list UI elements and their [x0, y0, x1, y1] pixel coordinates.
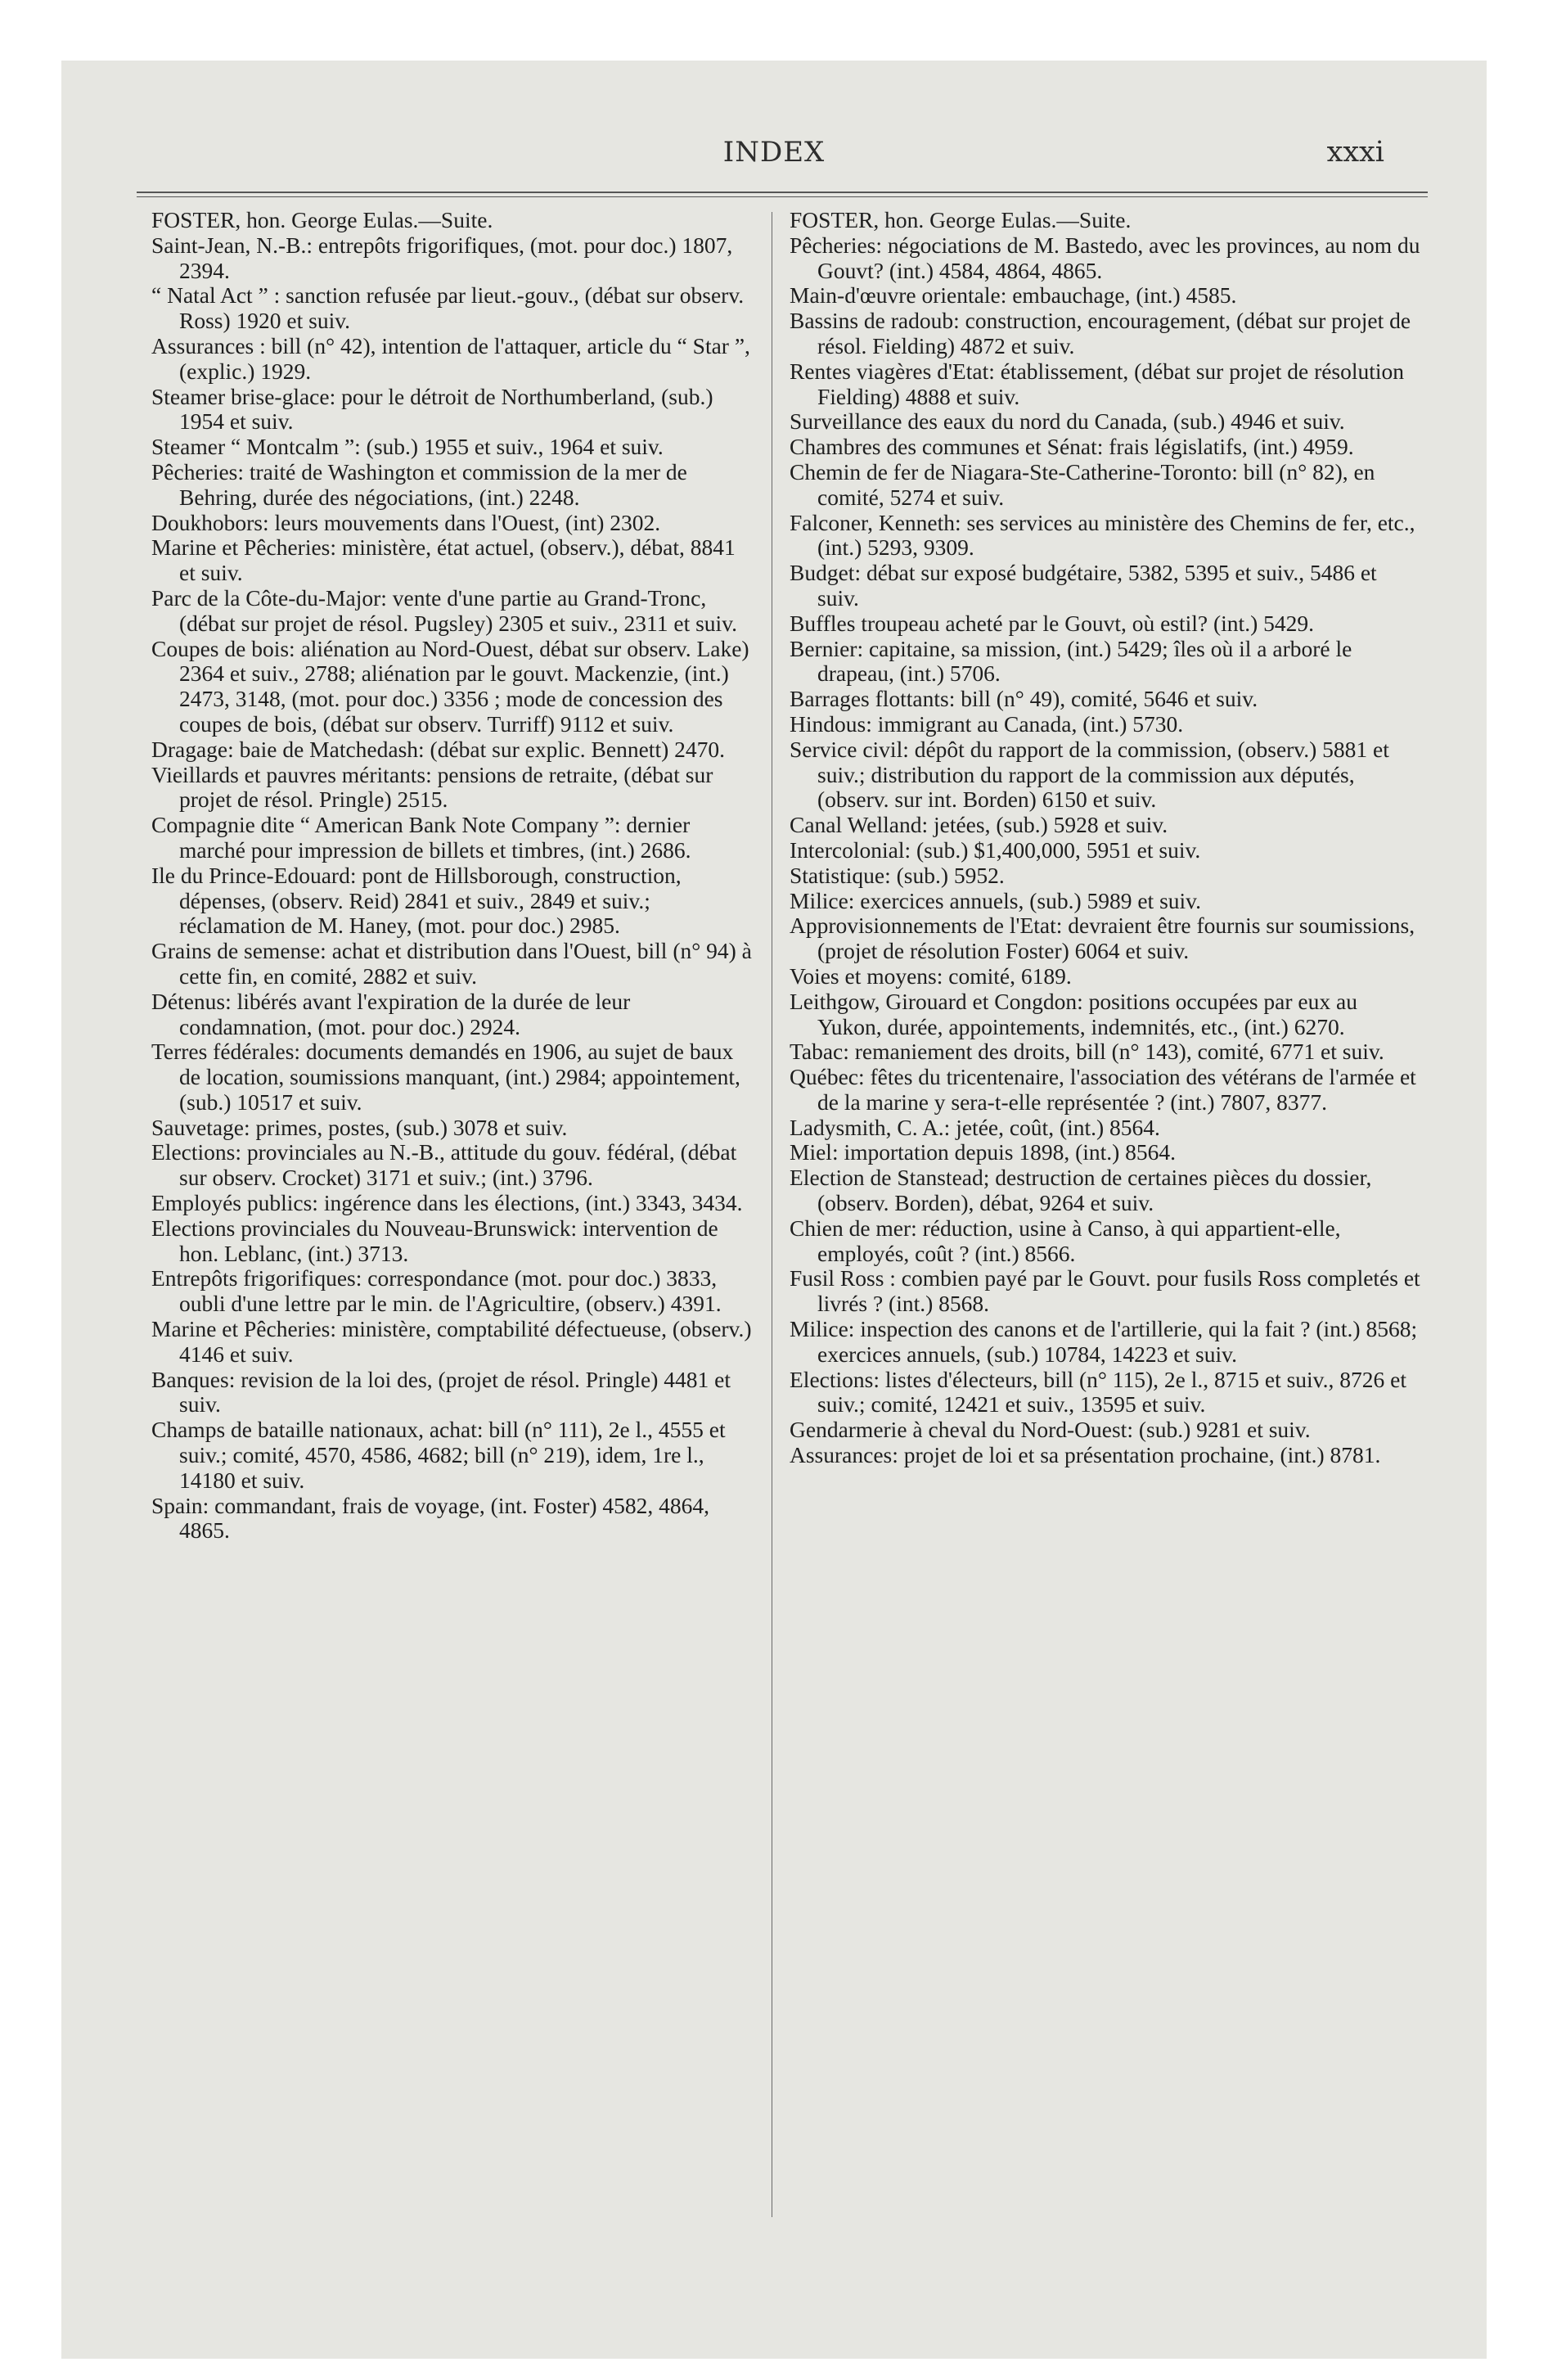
index-entry: Doukhobors: leurs mouvements dans l'Ouest, (int) 2302.: [151, 509, 661, 535]
index-entry: Ile du Prince-Edouard: pont de Hillsborough, construction, dépenses, (observ. Reid) 2841 et suiv., 2849 et suiv.; réclamation de M. Haney, (mot. pour doc.) 2985.: [151, 862, 682, 939]
index-entry: Pêcheries: traité de Washington et commission de la mer de Behring, durée des négociations, (int.) 2248.: [151, 458, 687, 510]
index-entry: Pêcheries: négociations de M. Bastedo, avec les provinces, au nom du Gouvt? (int.) 4584, 4864, 4865.: [790, 232, 1420, 283]
index-entry: Budget: débat sur exposé budgétaire, 5382, 5395 et suiv., 5486 et suiv.: [790, 560, 1377, 611]
index-entry: Service civil: dépôt du rapport de la commission, (observ.) 5881 et suiv.; distribution du rapport de la commission aux députés, (observ. sur int. Borden) 6150 et suiv.: [790, 736, 1389, 813]
index-entry: Vieillards et pauvres méritants: pensions de retraite, (débat sur projet de résol. Pringle) 2515.: [151, 761, 713, 813]
index-entry: Chambres des communes et Sénat: frais législatifs, (int.) 4959.: [790, 434, 1354, 460]
index-entry: Entrepôts frigorifiques: correspondance (mot. pour doc.) 3833, oubli d'une lettre par le min. de l'Agricultire, (observ.) 4391.: [151, 1265, 722, 1317]
index-entry: Falconer, Kenneth: ses services au ministère des Chemins de fer, etc., (int.) 5293, 9309.: [790, 509, 1415, 561]
index-entry: Ladysmith, C. A.: jetée, coût, (int.) 8564.: [790, 1114, 1160, 1140]
index-entry: Steamer “ Montcalm ”: (sub.) 1955 et suiv., 1964 et suiv.: [151, 434, 664, 460]
index-entry: Banques: revision de la loi des, (projet de résol. Pringle) 4481 et suiv.: [151, 1366, 731, 1418]
index-entry: Marine et Pêcheries: ministère, état actuel, (observ.), débat, 8841 et suiv.: [151, 534, 736, 586]
index-entry: Steamer brise-glace: pour le détroit de Northumberland, (sub.) 1954 et suiv.: [151, 383, 713, 435]
index-entry: Québec: fêtes du tricentenaire, l'association des vétérans de l'armée et de la marine y sera-t-elle représentée ? (int.) 7807, 8377.: [790, 1064, 1416, 1115]
index-entry: Dragage: baie de Matchedash: (débat sur explic. Bennett) 2470.: [151, 736, 725, 762]
page-number: xxxi: [1326, 136, 1384, 169]
index-entry: Grains de semense: achat et distribution dans l'Ouest, bill (n° 94) à cette fin, en comité, 2882 et suiv.: [151, 938, 752, 989]
index-entry: Canal Welland: jetées, (sub.) 5928 et suiv.: [790, 812, 1168, 838]
header-rule-thin: [137, 196, 1428, 197]
index-entry: Surveillance des eaux du nord du Canada, (sub.) 4946 et suiv.: [790, 408, 1345, 435]
index-entry: Approvisionnements de l'Etat: devraient être fournis sur soumissions, (projet de résolution Foster) 6064 et suiv.: [790, 913, 1415, 964]
index-entry: Compagnie dite “ American Bank Note Company ”: dernier marché pour impression de billets et timbres, (int.) 2686.: [151, 812, 691, 863]
index-entry: Marine et Pêcheries: ministère, comptabilité défectueuse, (observ.) 4146 et suiv.: [151, 1316, 752, 1367]
index-entry: Miel: importation depuis 1898, (int.) 8564.: [790, 1139, 1177, 1165]
index-entry: “ Natal Act ” : sanction refusée par lieut.-gouv., (débat sur observ. Ross) 1920 et suiv.: [151, 282, 745, 334]
scanned-page: [61, 61, 1487, 2359]
index-entry: Tabac: remaniement des droits, bill (n° 143), comité, 6771 et suiv.: [790, 1039, 1384, 1065]
index-entry: Champs de bataille nationaux, achat: bill (n° 111), 2e l., 4555 et suiv.; comité, 4570, 4586, 4682; bill (n° 219), idem, 1re l., 14180 et suiv.: [151, 1417, 726, 1493]
index-entry: Sauvetage: primes, postes, (sub.) 3078 et suiv.: [151, 1114, 568, 1140]
left-column-heading: FOSTER, hon. George Eulas.—Suite.: [151, 207, 493, 232]
index-entry: Barrages flottants: bill (n° 49), comité, 5646 et suiv.: [790, 686, 1258, 712]
index-entry: Assurances: projet de loi et sa présentation prochaine, (int.) 8781.: [790, 1442, 1381, 1468]
index-entry: Saint-Jean, N.-B.: entrepôts frigorifiques, (mot. pour doc.) 1807, 2394.: [151, 232, 733, 283]
index-entry: Employés publics: ingérence dans les élections, (int.) 3343, 3434.: [151, 1190, 743, 1216]
index-entry: Chemin de fer de Niagara-Ste-Catherine-Toronto: bill (n° 82), en comité, 5274 et suiv.: [790, 458, 1375, 510]
index-entry: Chien de mer: réduction, usine à Canso, à qui appartient-elle, employés, coût ? (int.) 8566.: [790, 1215, 1341, 1266]
left-column: [151, 208, 755, 1544]
index-entry: Elections: provinciales au N.-B., attitude du gouv. fédéral, (débat sur observ. Crocket) 3171 et suiv.; (int.) 3796.: [151, 1139, 737, 1191]
index-entry: Détenus: libérés avant l'expiration de la durée de leur condamnation, (mot. pour doc.) 2924.: [151, 988, 631, 1039]
index-entry: Fusil Ross : combien payé par le Gouvt. pour fusils Ross completés et livrés ? (int.) 8568.: [790, 1265, 1420, 1317]
index-entry: Parc de la Côte-du-Major: vente d'une partie au Grand-Tronc, (débat sur projet de résol. Pugsley) 2305 et suiv., 2311 et suiv.: [151, 584, 738, 636]
right-entry-list: [790, 233, 1421, 1468]
index-entry: Bassins de radoub: construction, encouragement, (débat sur projet de résol. Fielding) 4872 et suiv.: [790, 308, 1411, 358]
header-rule: [137, 192, 1428, 193]
index-entry: Intercolonial: (sub.) $1,400,000, 5951 et suiv.: [790, 836, 1201, 863]
index-entry: Assurances : bill (n° 42), intention de l'attaquer, article du “ Star ”, (explic.) 1929.: [151, 332, 750, 384]
index-entry: Milice: exercices annuels, (sub.) 5989 et suiv.: [790, 887, 1202, 913]
index-entry: Rentes viagères d'Etat: établissement, (débat sur projet de résolution Fielding) 4888 et suiv.: [790, 358, 1405, 409]
index-entry: Election de Stanstead; destruction de certaines pièces du dossier, (observ. Borden), débat, 9264 et suiv.: [790, 1165, 1372, 1216]
index-entry: Hindous: immigrant au Canada, (int.) 5730.: [790, 710, 1184, 737]
index-entry: Gendarmerie à cheval du Nord-Ouest: (sub.) 9281 et suiv.: [790, 1417, 1311, 1443]
index-entry: Leithgow, Girouard et Congdon: positions occupées par eux au Yukon, durée, appointements, indemnités, etc., (int.) 6270.: [790, 988, 1357, 1039]
index-entry: Statistique: (sub.) 5952.: [790, 862, 1005, 888]
index-entry: Elections provinciales du Nouveau-Brunswick: intervention de hon. Leblanc, (int.) 3713.: [151, 1215, 718, 1266]
index-entry: Coupes de bois: aliénation au Nord-Ouest, débat sur observ. Lake) 2364 et suiv., 2788; aliénation par le gouvt. Mackenzie, (int.) 2473, 3148, (mot. pour doc.) 3356 ; mode de concession des coupes de bois, (débat sur observ. Turriff) 9112 et suiv.: [151, 635, 749, 737]
index-entry: Voies et moyens: comité, 6189.: [790, 962, 1072, 989]
index-entry: Milice: inspection des canons et de l'artillerie, qui la fait ? (int.) 8568; exercices annuels, (sub.) 10784, 14223 et suiv.: [790, 1316, 1418, 1367]
index-entry: Main-d'œuvre orientale: embauchage, (int.) 4585.: [790, 282, 1237, 309]
right-column: [790, 208, 1421, 1468]
page-title: INDEX: [722, 136, 826, 169]
right-column-heading: FOSTER, hon. George Eulas.—Suite.: [790, 207, 1132, 232]
index-entry: Buffles troupeau acheté par le Gouvt, où estil? (int.) 5429.: [790, 610, 1314, 636]
index-entry: Terres fédérales: documents demandés en 1906, au sujet de baux de location, soumissions manquant, (int.) 2984; appointement, (sub.) 10517 et suiv.: [151, 1039, 740, 1115]
index-entry: Spain: commandant, frais de voyage, (int. Foster) 4582, 4864, 4865.: [151, 1492, 710, 1544]
index-entry: Elections: listes d'électeurs, bill (n° 115), 2e l., 8715 et suiv., 8726 et suiv.; comité, 12421 et suiv., 13595 et suiv.: [790, 1366, 1406, 1418]
index-entry: Bernier: capitaine, sa mission, (int.) 5429; îles où il a arboré le drapeau, (int.) 5706.: [790, 635, 1352, 687]
left-entry-list: [151, 233, 755, 1544]
